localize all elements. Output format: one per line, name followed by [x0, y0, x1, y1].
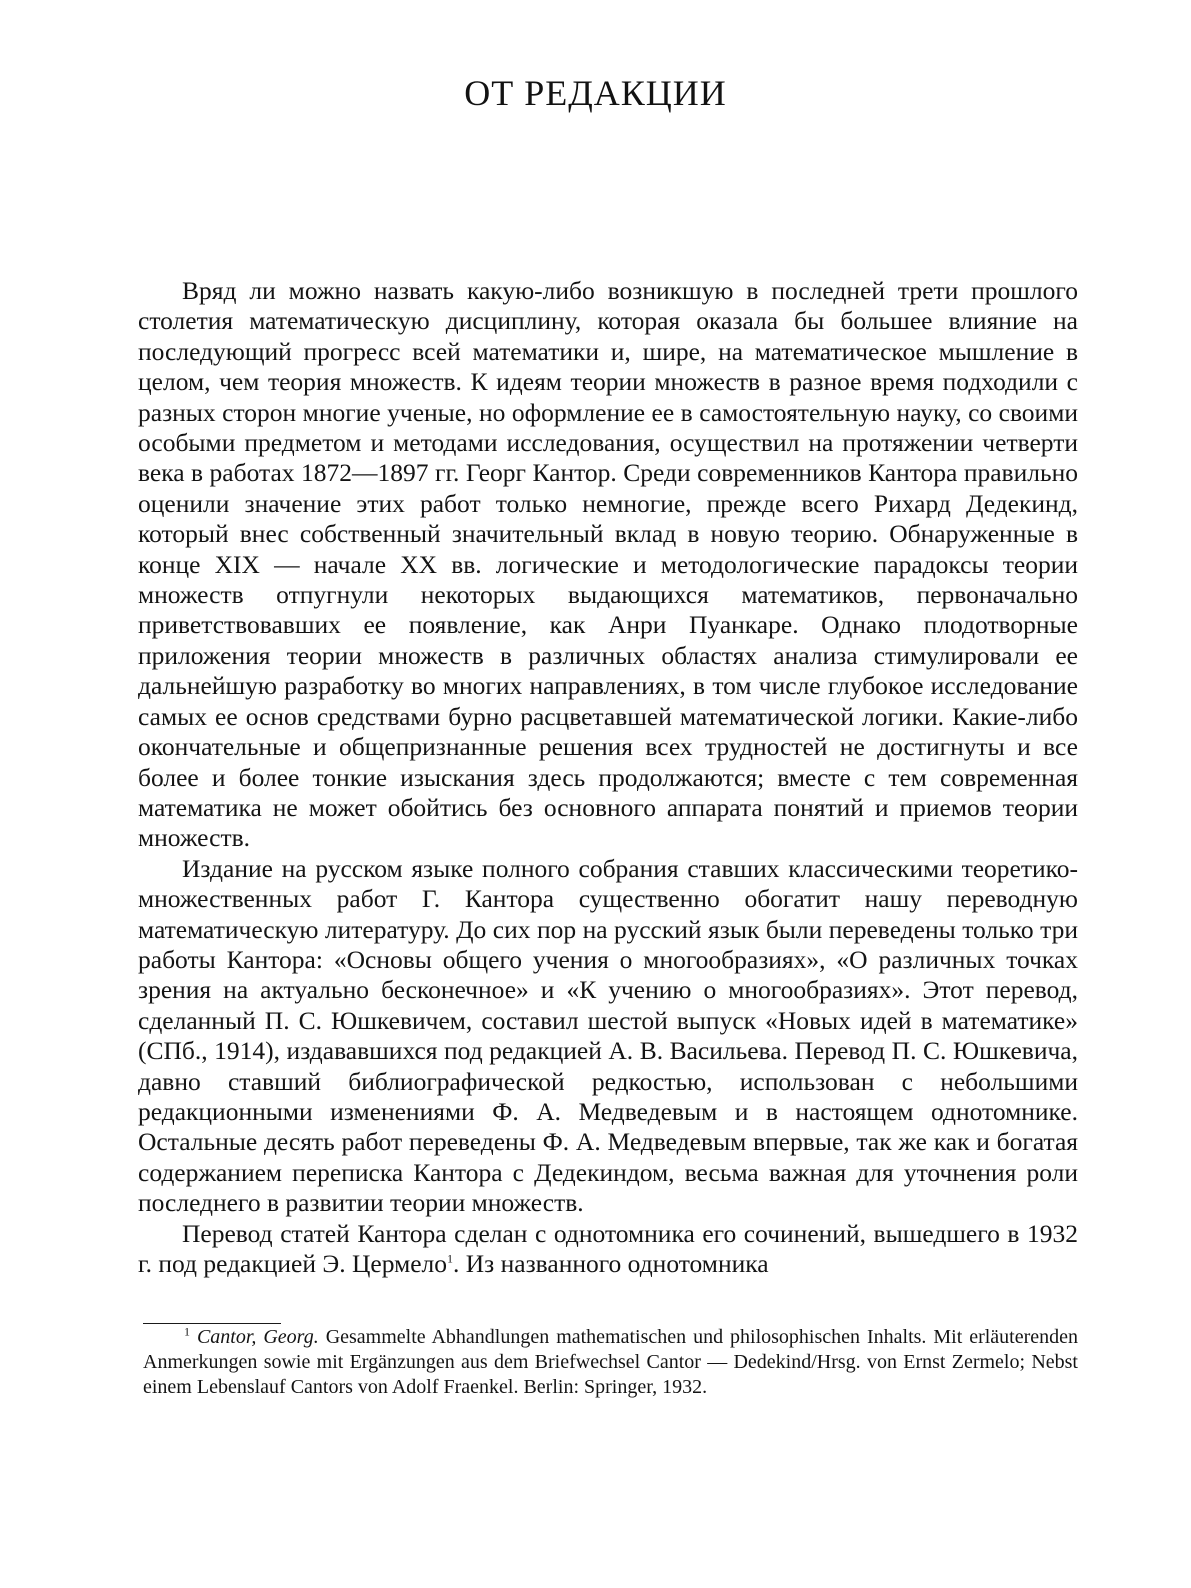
footnote-mark: 1 — [184, 1324, 190, 1339]
footnote — [143, 1325, 1078, 1400]
footnote-text: Gesammelte Abhandlungen mathematischen und philosophischen Inhalts. Mit erläuterenden Anmerkungen sowie mit Ergänzungen aus dem Briefwechsel Cantor — Dedekind/Hrsg. von Ernst Zermelo; Nebst einem Lebenslauf Cantors von Adolf Fraenkel. Berlin: Springer, 1932. — [143, 1326, 1079, 1398]
page-title: ОТ РЕДАКЦИИ — [464, 73, 727, 113]
paragraph-1: Вряд ли можно назвать какую-либо возникшую в последней трети прошлого столетия математическую дисциплину, которая оказала бы большее влияние на последующий прогресс всей математики и, шире, на математическое мышление в целом, чем теория множеств. К идеям теории множеств в разное время подходили с разных сторон многие ученые, но оформление ее в самостоятельную науку, со своими особыми предметом и методами исследования, осуществил на протяжении четверти века в работах 1872—1897 гг. Георг Кантор. Среди современников Кантора правильно оценили значение этих работ только немногие, прежде всего Рихард Дедекинд, который внес собственный значительный вклад в новую теорию. Обнаруженные в конце XIX — начале XX вв. логические и методологические парадоксы теории множеств отпугнули некоторых выдающихся математиков, первоначально приветствовавших ее появление, как Анри Пуанкаре. Однако плодотворные приложения теории множеств в различных областях анализа стимулировали ее дальнейшую разработку во многих направлениях, в том числе глубокое исследование самых ее основ средствами бурно расцветавшей математической логики. Какие-либо окончательные и общепризнанные решения всех трудностей не достигнуты и все более и более тонкие изыскания здесь продолжаются; вместе с тем современная математика не может обойтись без основного аппарата понятий и приемов теории множеств. — [138, 276, 1078, 853]
footnote-reference: 1 — [447, 1251, 454, 1266]
footnote-author: Cantor, Georg. — [196, 1326, 319, 1348]
footnote-divider — [143, 1323, 281, 1324]
paragraph-3-text: Перевод статей Кантора сделан с однотомника его сочинений, вышедшего в 1932 г. под редакцией Э. Цермело — [138, 1218, 1078, 1278]
paragraph-2: Издание на русском языке полного собрания ставших классическими теоретико-множественных работ Г. Кантора существенно обогатит нашу переводную математическую литературу. До сих пор на русский язык были переведены только три работы Кантора: «Основы общего учения о многообразиях», «О различных точках зрения на актуально бесконечное» и «К учению о многообразиях». Этот перевод, сделанный П. С. Юшкевичем, составил шестой выпуск «Новых идей в математике» (СПб., 1914), издававшихся под редакцией А. В. Васильева. Перевод П. С. Юшкевича, давно ставший библиографической редкостью, использован с небольшими редакционными изменениями Ф. А. Медведевым и в настоящем однотомнике. Остальные десять работ переведены Ф. А. Медведевым впервые, так же как и богатая содержанием переписка Кантора с Дедекиндом, весьма важная для уточнения роли последнего в развитии теории множеств. — [138, 853, 1078, 1218]
paragraph-3-continuation: . Из названного однотомника — [453, 1249, 769, 1278]
main-text — [138, 276, 1078, 1279]
paragraph-3 — [138, 1219, 1078, 1280]
